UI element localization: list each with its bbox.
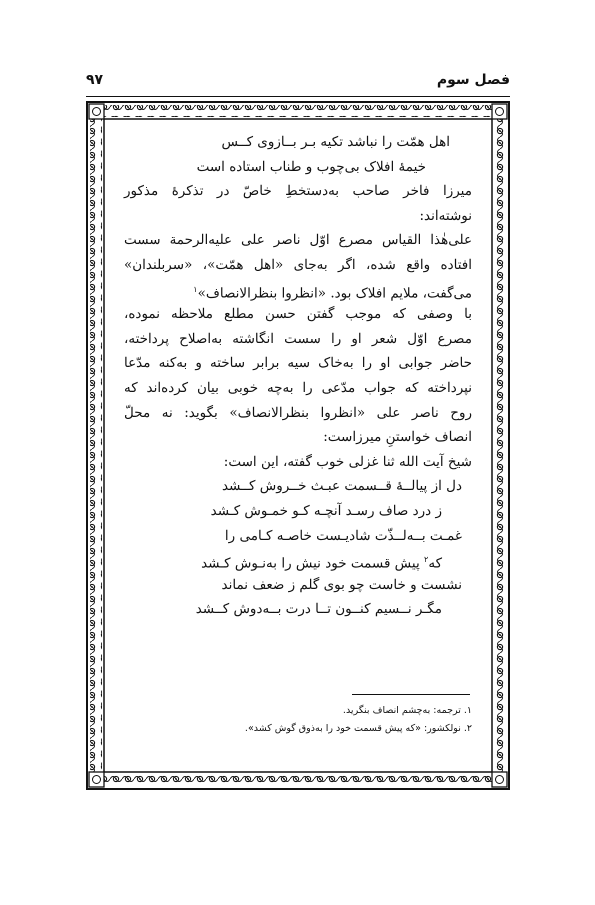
ghazal-line-4: [124, 548, 472, 573]
prose-line: انصاف خواستنِ میرزاست:: [323, 429, 472, 446]
prose-text: می‌گفت، ملایم افلاک بود. «انظروا بنظرالانصاف»: [197, 285, 472, 302]
footnote-separator: [352, 694, 470, 695]
prose-line: میرزا فاخر صاحب به‌دستخطِ خاصّ در تذکرهٔ مذکور: [124, 183, 472, 200]
page-header: [86, 70, 510, 92]
prose-line: علی‌هٰذا القیاس مصرع اوّل ناصر علی علیه‌الرحمة سست: [124, 232, 472, 249]
footnote-mark: ۲: [424, 555, 429, 565]
ghazal-line-1: دل از پیالــهٔ قــسمت عبـث خــروش کــشد: [221, 478, 462, 495]
main-text: [124, 130, 472, 622]
page-number: ۹۷: [86, 72, 104, 88]
prose-line: روح ناصر علی «انظروا بنظرالانصاف» بگوید: نه محلّ: [124, 404, 472, 421]
ghazal-line-2: ز درد صاف رسـد آنچـه کـو خمـوش کـشد: [210, 502, 442, 519]
ghazal-line-6: مگـر نــسیم کنــون تــا درت بــه‌دوش کــشد: [195, 601, 442, 618]
header-rule: [86, 96, 510, 97]
prose-line: حاضر جوابی او را به‌خاک سیه برابر ساخته و به‌کنه مدّعا: [124, 355, 472, 372]
prose-line: شیخ آیت الله ثنا غزلی خوب گفته، این است:: [223, 453, 472, 470]
opening-verse-line-1: اهل همّت را نباشد تکیه بـر بــازوی کــس: [221, 134, 450, 150]
footnote-1: ۱. ترجمه: به‌چشم انصاف بنگرید.: [342, 705, 472, 716]
prose-line: نوشته‌اند:: [419, 207, 472, 224]
ghazal-line-3: غمـت بــه‌لــذّت شادیـست خاصـه کـامی را: [224, 527, 462, 544]
ghazal-prefix: که: [428, 555, 442, 572]
prose-line: افتاده واقع شده، اگر به‌جای «اهل همّت»، «سربلندان»: [124, 256, 472, 273]
footnotes: [124, 702, 472, 738]
prose-line: با وصفی که موجب گفتن حسن مطلع ملاحظه نموده،: [124, 306, 472, 323]
footnote-2: ۲. نولکشور: «که پیش قسمت خود را به‌ذوق گوش کشد».: [244, 723, 472, 734]
prose-line: [124, 278, 472, 303]
ghazal-line-5: نشست و خاست چو بوی گلم ز ضعف نماند: [221, 576, 462, 593]
prose-line: مصرع اوّل شعر او را سست انگاشته به‌اصلاح پرداخته،: [124, 330, 472, 347]
prose-block: [124, 179, 472, 474]
opening-verse-line-2: خیمهٔ افلاک بی‌چوب و طناب استاده است: [196, 158, 426, 175]
chapter-title: فصل سوم: [436, 72, 510, 88]
prose-line: نپرداخته که جواب مدّعی را به‌چه خوبی بیان کرده‌اند که: [124, 379, 472, 396]
footnote-mark: ۱: [193, 284, 198, 294]
ghazal-text: پیش قسمت خود نیش را به‌نـوش کـشد: [201, 555, 420, 572]
